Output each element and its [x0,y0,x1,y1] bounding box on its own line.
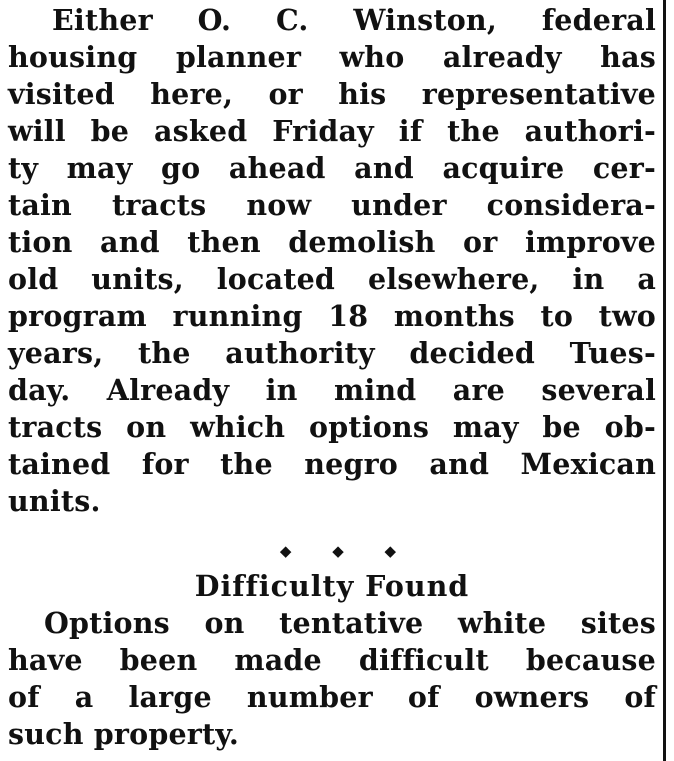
subheading: Difficulty Found [194,569,470,603]
text-line: old units, located elsewhere, in a [8,262,656,296]
text-line: program running 18 months to two [8,299,656,333]
section-separator: ◆ ◆ ◆ [279,542,415,560]
text-line: Options on tentative white sites [44,606,656,640]
text-line: will be asked Friday if the authori- [8,114,656,148]
article-paragraph-1 [8,2,656,520]
text-line: visited here, or his representative [8,77,656,111]
text-line: tracts on which options may be ob- [8,410,656,444]
text-line: such property. [8,717,239,751]
text-line: housing planner who already has [8,40,656,74]
text-line: ty may go ahead and acquire cer- [8,151,656,185]
text-line: tain tracts now under considera- [8,188,656,222]
text-line: tained for the negro and Mexican [8,447,656,481]
text-line: tion and then demolish or improve [8,225,656,259]
text-line: Either O. C. Winston, federal [52,3,656,37]
text-line: day. Already in mind are several [8,373,656,407]
text-line: have been made difficult because [8,643,656,677]
column-rule [663,0,666,761]
text-line: of a large number of owners of [8,680,656,714]
text-line: units. [8,484,101,518]
article-paragraph-2 [8,605,656,753]
text-line: years, the authority decided Tues- [8,336,656,370]
